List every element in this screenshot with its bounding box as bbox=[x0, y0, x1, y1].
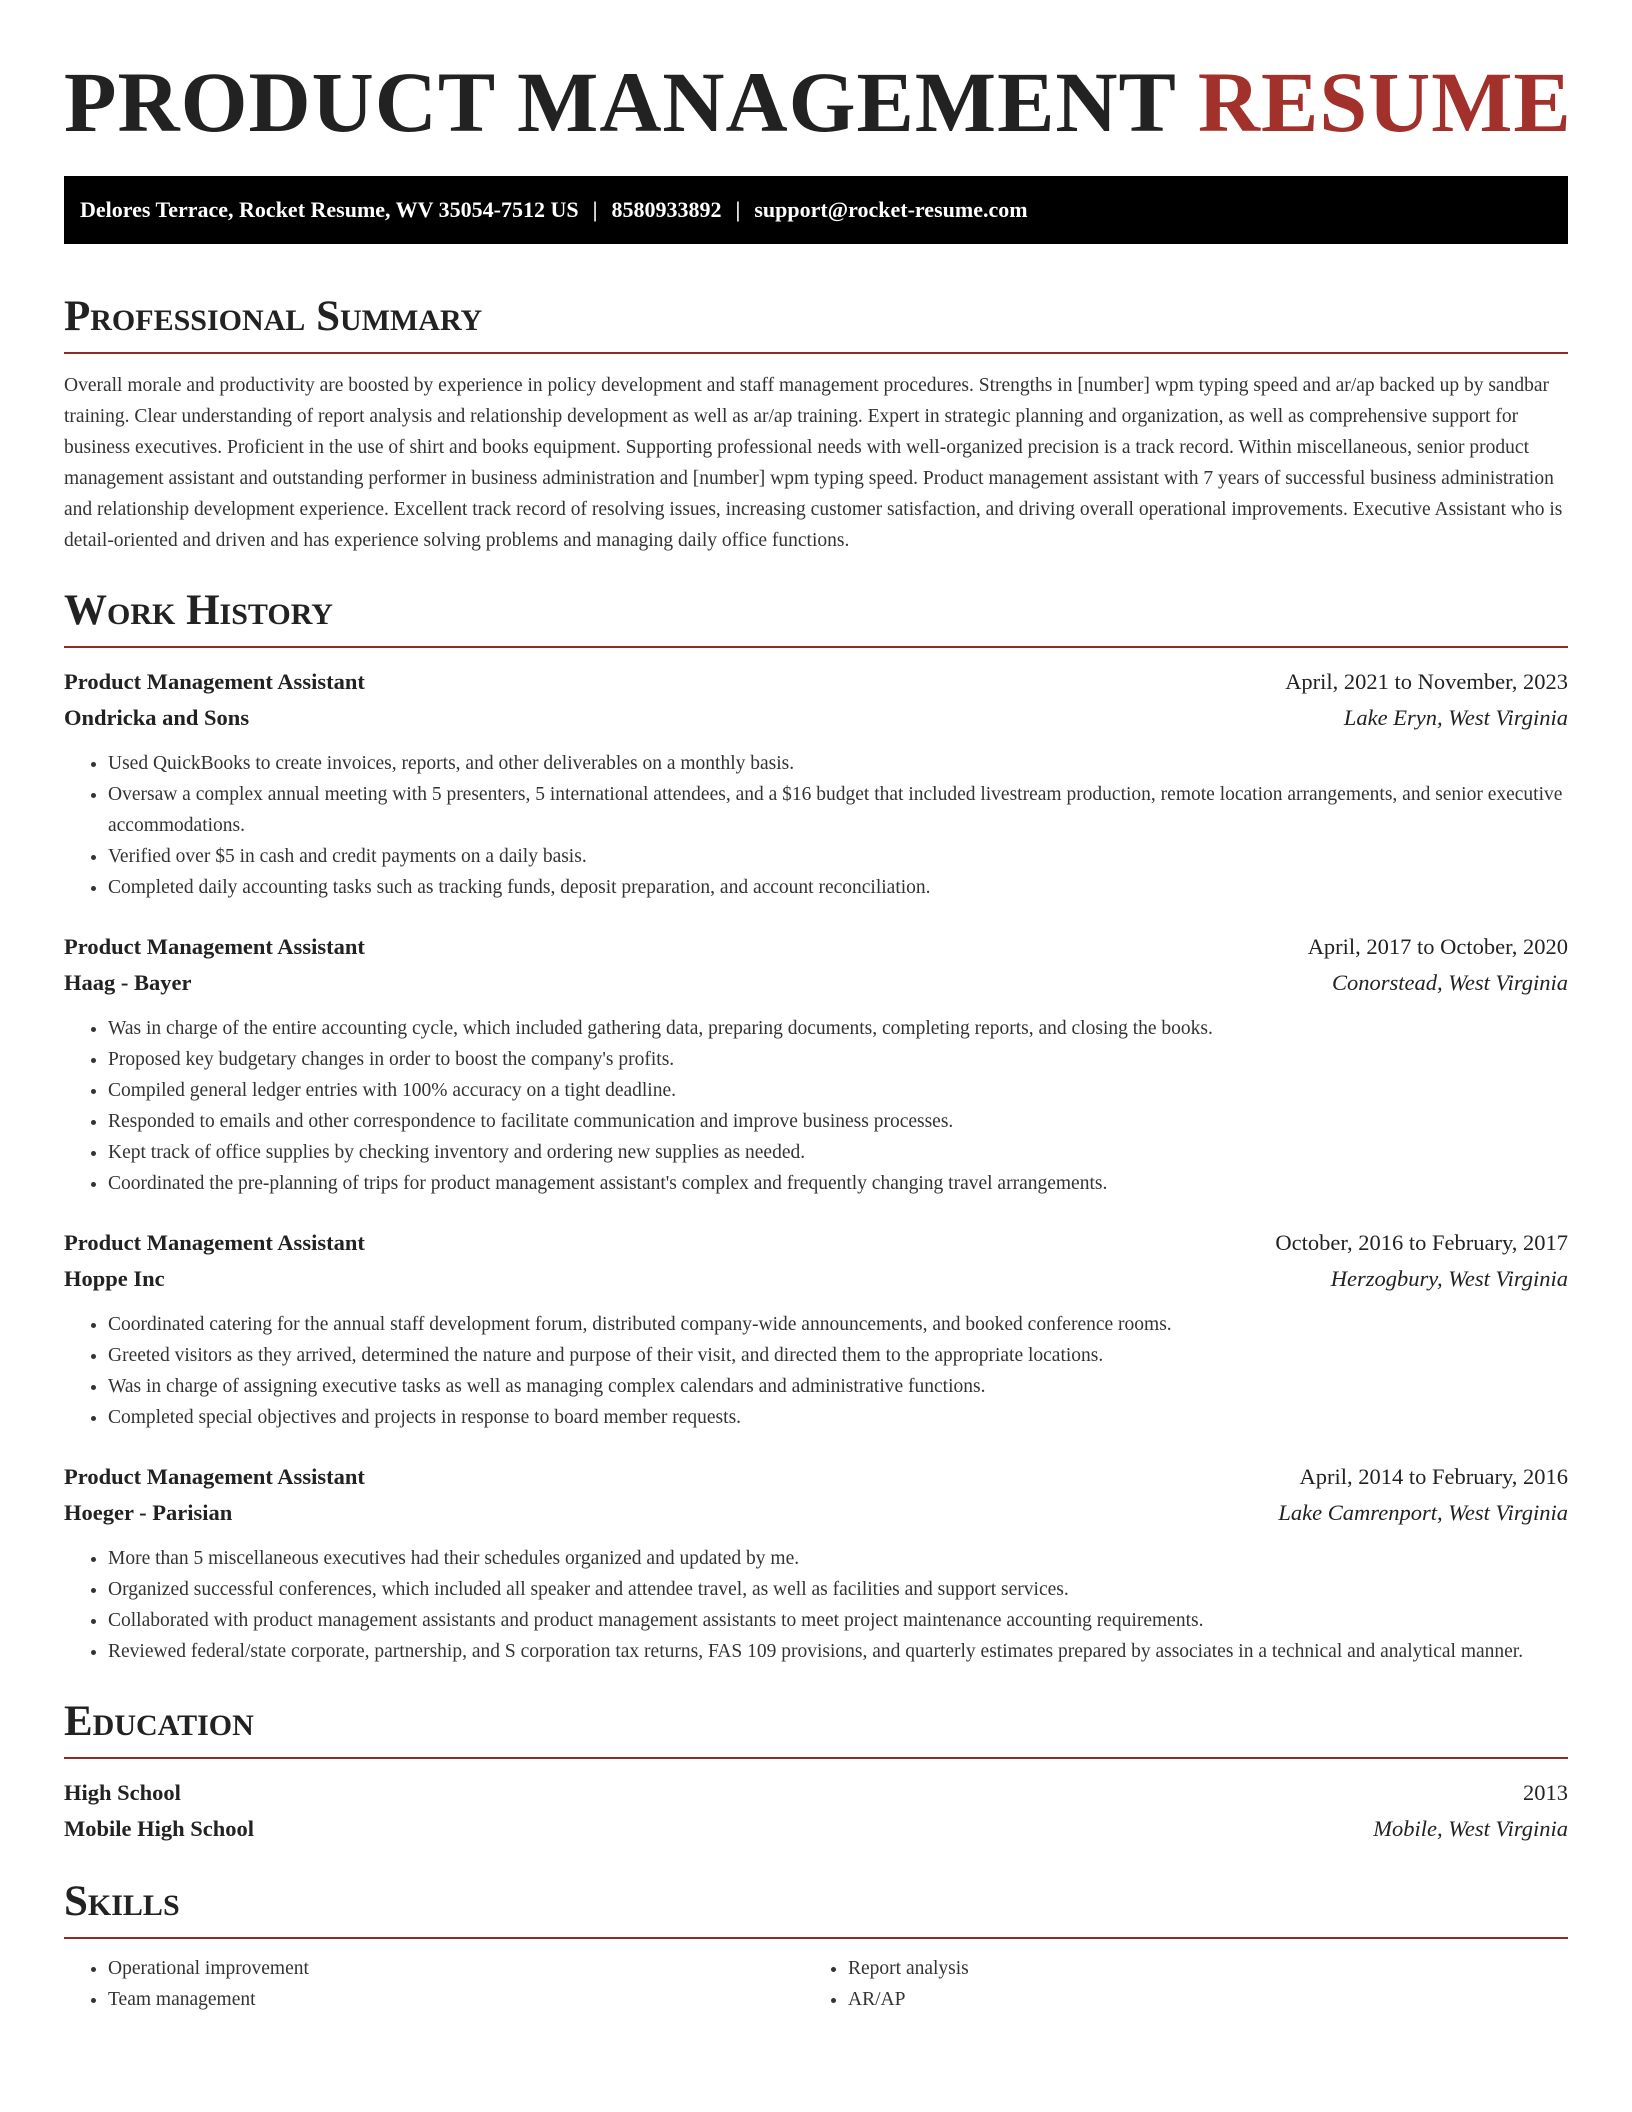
job-entry bbox=[64, 1225, 1568, 1433]
job-bullet: • Compiled general ledger entries with 100% accuracy on a tight deadline. bbox=[108, 1075, 1568, 1106]
education-school: Mobile High School bbox=[64, 1816, 255, 1841]
contact-email: support@rocket-resume.com bbox=[754, 197, 1028, 222]
skills-heading: Skills bbox=[64, 1878, 180, 1925]
job-entry bbox=[64, 664, 1568, 903]
job-bullet: • Completed special objectives and projects in response to board member requests. bbox=[108, 1402, 1568, 1433]
resume-title bbox=[64, 0, 1572, 156]
skill-item: • Operational improvement bbox=[108, 1953, 804, 1984]
job-bullet: • Reviewed federal/state corporate, partnership, and S corporation tax returns, FAS 109 provisions, and quarterly estimates prepared by associates in a technical and analytical manner. bbox=[108, 1636, 1568, 1667]
job-bullets bbox=[64, 1309, 1568, 1433]
job-title: Product Management Assistant bbox=[64, 934, 365, 959]
education-heading: Education bbox=[64, 1698, 254, 1745]
job-bullet: • Coordinated the pre-planning of trips for product management assistant's complex and frequently changing travel arrangements. bbox=[108, 1168, 1568, 1199]
job-title: Product Management Assistant bbox=[64, 1464, 365, 1489]
education-entry bbox=[64, 1775, 1568, 1847]
job-location: Herzogbury, West Virginia bbox=[1330, 1266, 1568, 1291]
skills-list-left bbox=[64, 1953, 804, 2015]
section-divider bbox=[64, 1937, 1568, 1939]
job-bullet: • Collaborated with product management assistants and product management assistants to meet project maintenance accounting requirements. bbox=[108, 1605, 1568, 1636]
contact-bar bbox=[64, 176, 1568, 244]
contact-separator: | bbox=[735, 197, 741, 222]
job-bullet: • Organized successful conferences, which included all speaker and attendee travel, as well as facilities and support services. bbox=[108, 1574, 1568, 1605]
title-accent: RESUME bbox=[1197, 54, 1572, 150]
job-bullet: • Proposed key budgetary changes in order to boost the company's profits. bbox=[108, 1044, 1568, 1075]
section-divider bbox=[64, 352, 1568, 354]
job-location: Lake Eryn, West Virginia bbox=[1343, 705, 1568, 730]
job-bullet: • Oversaw a complex annual meeting with 5 presenters, 5 international attendees, and a $16 budget that included livestream production, remote location arrangements, and senior executive accommodations. bbox=[108, 779, 1568, 841]
section-divider bbox=[64, 1757, 1568, 1759]
job-dates: April, 2021 to November, 2023 bbox=[1285, 669, 1568, 694]
job-bullet: • Kept track of office supplies by checking inventory and ordering new supplies as needed. bbox=[108, 1137, 1568, 1168]
title-main: PRODUCT MANAGEMENT bbox=[64, 54, 1176, 150]
job-bullet: • Coordinated catering for the annual staff development forum, distributed company-wide announcements, and booked conference rooms. bbox=[108, 1309, 1568, 1340]
job-dates: April, 2014 to February, 2016 bbox=[1299, 1464, 1568, 1489]
skill-item: • AR/AP bbox=[848, 1984, 1544, 2015]
job-entry bbox=[64, 929, 1568, 1199]
skills-list-right bbox=[804, 1953, 1544, 2015]
skills-section bbox=[64, 1875, 1568, 2015]
education-year: 2013 bbox=[1523, 1780, 1568, 1805]
job-bullet: • Completed daily accounting tasks such as tracking funds, deposit preparation, and account reconciliation. bbox=[108, 872, 1568, 903]
job-bullet: • Was in charge of assigning executive tasks as well as managing complex calendars and administrative functions. bbox=[108, 1371, 1568, 1402]
section-divider bbox=[64, 646, 1568, 648]
education-location: Mobile, West Virginia bbox=[1373, 1816, 1568, 1841]
job-company: Ondricka and Sons bbox=[64, 705, 250, 730]
contact-separator: | bbox=[592, 197, 598, 222]
job-bullet: • Verified over $5 in cash and credit payments on a daily basis. bbox=[108, 841, 1568, 872]
contact-address: Delores Terrace, Rocket Resume, WV 35054-7512 US bbox=[80, 197, 579, 222]
job-location: Conorstead, West Virginia bbox=[1331, 970, 1568, 995]
summary-section bbox=[64, 290, 1568, 556]
job-company: Hoppe Inc bbox=[64, 1266, 165, 1291]
skill-item: • Team management bbox=[108, 1984, 804, 2015]
job-company: Hoeger - Parisian bbox=[64, 1500, 233, 1525]
job-bullet: • Greeted visitors as they arrived, determined the nature and purpose of their visit, and directed them to the appropriate locations. bbox=[108, 1340, 1568, 1371]
job-company: Haag - Bayer bbox=[64, 970, 192, 995]
job-bullets bbox=[64, 748, 1568, 903]
work-history-section bbox=[64, 584, 1568, 1667]
education-degree: High School bbox=[64, 1780, 181, 1805]
job-bullet: • Used QuickBooks to create invoices, reports, and other deliverables on a monthly basis. bbox=[108, 748, 1568, 779]
summary-heading: Professional Summary bbox=[64, 293, 483, 340]
job-dates: October, 2016 to February, 2017 bbox=[1275, 1230, 1568, 1255]
job-title: Product Management Assistant bbox=[64, 1230, 365, 1255]
job-bullets bbox=[64, 1543, 1568, 1667]
job-bullet: • More than 5 miscellaneous executives had their schedules organized and updated by me. bbox=[108, 1543, 1568, 1574]
job-title: Product Management Assistant bbox=[64, 669, 365, 694]
summary-text: Overall morale and productivity are boosted by experience in policy development and staff management procedures. Strengths in [number] wpm typing speed and ar/ap backed up by sandbar training. Clear understanding of report analysis and relationship development as well as ar/ap training. Expert in strategic planning and organization, as well as comprehensive support for business executives. Proficient in the use of shirt and books equipment. Supporting professional needs with well-organized precision is a track record. Within miscellaneous, senior product management assistant and outstanding performer in business administration and [number] wpm typing speed. Product management assistant with 7 years of successful business administration and relationship development experience. Excellent track record of resolving issues, increasing customer satisfaction, and driving overall operational improvements. Executive Assistant who is detail-oriented and driven and has experience solving problems and managing daily office functions. bbox=[64, 375, 1563, 551]
job-bullets bbox=[64, 1013, 1568, 1199]
job-bullet: • Responded to emails and other correspondence to facilitate communication and improve business processes. bbox=[108, 1106, 1568, 1137]
job-entry bbox=[64, 1459, 1568, 1667]
job-dates: April, 2017 to October, 2020 bbox=[1307, 934, 1568, 959]
skill-item: • Report analysis bbox=[848, 1953, 1544, 1984]
job-bullet: • Was in charge of the entire accounting cycle, which included gathering data, preparing documents, completing reports, and closing the books. bbox=[108, 1013, 1568, 1044]
skills-columns bbox=[64, 1953, 1568, 2015]
contact-phone: 8580933892 bbox=[611, 197, 722, 222]
work-history-heading: Work History bbox=[64, 587, 333, 634]
resume-page bbox=[64, 0, 1572, 2015]
job-location: Lake Camrenport, West Virginia bbox=[1278, 1500, 1568, 1525]
education-section bbox=[64, 1695, 1568, 1847]
